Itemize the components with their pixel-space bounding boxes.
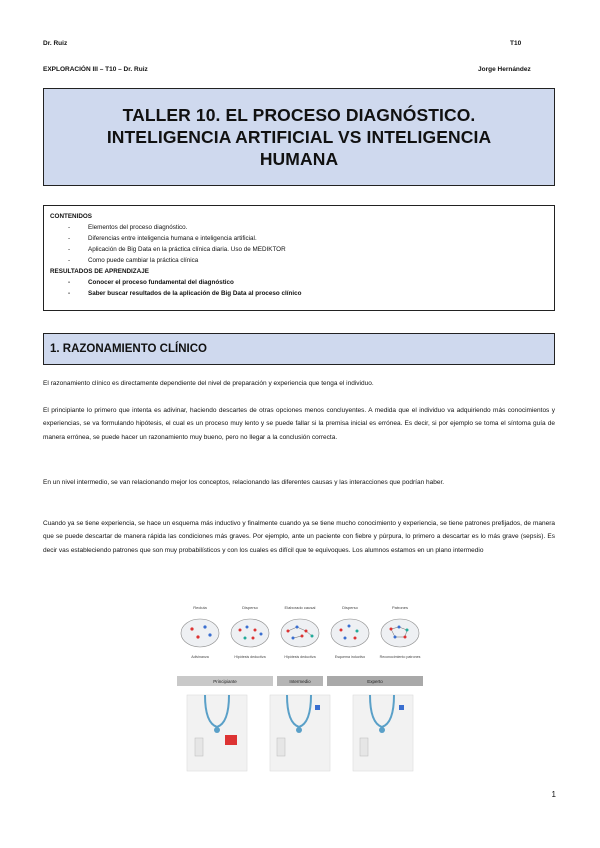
- brain-icon: [231, 619, 269, 647]
- figure-bottom-label: Hipótesis deductiva: [234, 655, 266, 659]
- outcomes-heading: RESULTADOS DE APRENDIZAJE: [50, 268, 149, 275]
- outcome-item: [50, 288, 548, 299]
- outcome-item-text: Saber buscar resultados de la aplicación de Big Data al proceso clínico: [88, 290, 302, 297]
- section-heading: 1. RAZONAMIENTO CLÍNICO: [43, 333, 555, 365]
- header-student: Jorge Hernández: [478, 66, 531, 73]
- contents-box: [43, 205, 555, 311]
- doctor-coat-icon: [353, 695, 413, 771]
- figure-bottom-label: Hipótesis deductiva: [284, 655, 316, 659]
- contents-item-text: Elementos del proceso diagnóstico.: [88, 224, 188, 231]
- figure-bottom-label: Reconocimiento patrones: [379, 655, 421, 659]
- figure-top-label: Elaborado causal: [284, 605, 316, 610]
- header-topic-code: T10: [510, 40, 522, 47]
- figure-bottom-label: Esquema inductivo: [334, 655, 366, 659]
- brain-icon: [381, 619, 419, 647]
- paragraph: Cuando ya se tiene experiencia, se hace un esquema más inductivo y finalmente cuando ya se tiene mucho conocimiento y experiencia, se tiene patrones prefijados, de manera que se puede descartar de manera rápida las condiciones más graves. Por ejemplo, ante un paciente con fiebre y púrpura, lo primero a descartar es lo más grave (sepsis). Es decir vas estableciendo patrones que son muy probabilísticos y con los cuales es difícil que te equivoques. Los alumnos estamos en un plano intermedio: [43, 520, 555, 554]
- level-label: Intermedio: [289, 679, 311, 684]
- contents-item-text: Aplicación de Big Data en la práctica clínica diaria. Uso de MEDIKTOR: [88, 246, 286, 253]
- level-label: Principiante: [213, 679, 237, 684]
- contents-item: [50, 233, 548, 244]
- paragraph: El razonamiento clínico es directamente dependiente del nivel de preparación y experiencia que tenga el individuo.: [43, 380, 374, 387]
- brain-icon: [281, 619, 319, 647]
- clinical-reasoning-figure: [175, 603, 425, 773]
- level-label: Experto: [367, 679, 383, 684]
- brain-icon: [331, 619, 369, 647]
- page-number: 1: [551, 790, 556, 799]
- paragraph: En un nivel intermedio, se van relacionando mejor los conceptos, relacionando las diferentes causas y las interacciones que podrían haber.: [43, 479, 445, 486]
- figure-top-label: Disperso: [342, 605, 358, 610]
- figure-top-label: Disperso: [242, 605, 258, 610]
- title-box: [43, 88, 555, 186]
- title-line-3: HUMANA: [259, 149, 339, 169]
- contents-item-text: Como puede cambiar la práctica clínica: [88, 257, 199, 264]
- outcome-item: [50, 277, 548, 288]
- doctor-coat-icon: [187, 695, 247, 771]
- figure-bottom-label: Adivinanza: [191, 655, 209, 659]
- paragraph: El principiante lo primero que intenta es adivinar, haciendo descartes de otras opciones menos concluyentes. A medida que el individuo va adquiriendo más conocimientos y experiencias, se va formulando hipótesis, el cual es un proceso muy lento y se puede fallar si la premisa inicial es errónea. Es decir, si por ejemplo se toma el síntoma guía de manera errónea, se puede hacer un razonamiento muy bueno, pero no llegar a la conclusión correcta.: [43, 407, 555, 441]
- title-line-1: TALLER 10. EL PROCESO DIAGNÓSTICO.: [122, 105, 476, 125]
- contents-item: [50, 222, 548, 233]
- brain-icon: [181, 619, 219, 647]
- figure-top-label: Recluta: [193, 605, 207, 610]
- header-author: Dr. Ruiz: [43, 40, 68, 47]
- title-line-2: INTELIGENCIA ARTIFICIAL VS INTELIGENCIA: [106, 127, 492, 147]
- contents-heading: CONTENIDOS: [50, 213, 92, 220]
- contents-item-text: Diferencias entre inteligencia humana e inteligencia artificial.: [88, 235, 257, 242]
- outcome-item-text: Conocer el proceso fundamental del diagnóstico: [88, 279, 234, 286]
- figure-top-label: Patrones: [391, 605, 409, 610]
- doctor-coat-icon: [270, 695, 330, 771]
- contents-item: [50, 255, 548, 266]
- header-course-line: EXPLORACIÓN III – T10 – Dr. Ruiz: [43, 66, 148, 73]
- contents-item: [50, 244, 548, 255]
